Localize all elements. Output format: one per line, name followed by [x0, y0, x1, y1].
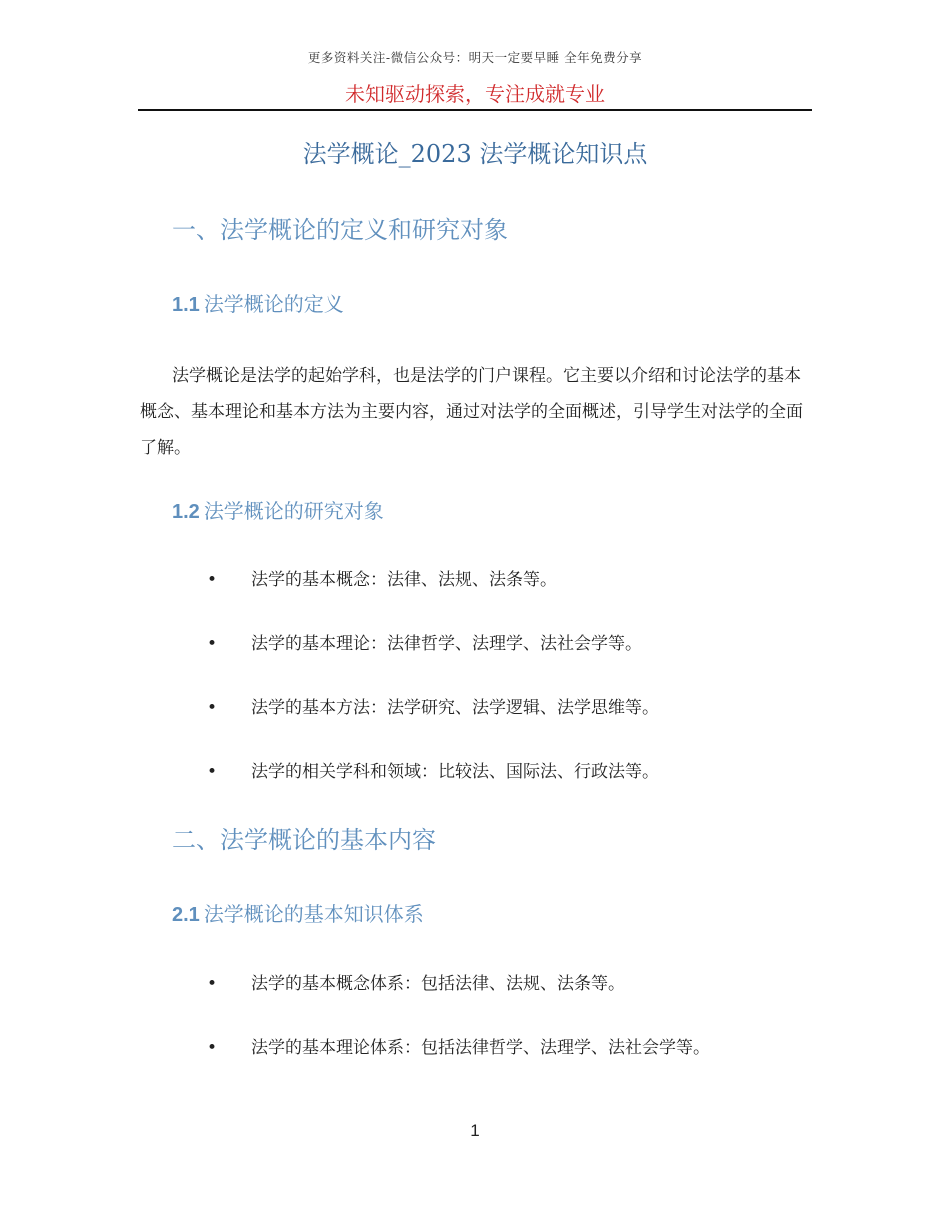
subsection-title: 法学概论的研究对象: [203, 499, 384, 523]
bullet-icon: •: [207, 698, 218, 718]
header-divider: [138, 109, 812, 111]
bullet-icon: •: [207, 1038, 218, 1058]
document-title: 法学概论_2023 法学概论知识点: [302, 140, 648, 168]
list-item: [207, 630, 642, 658]
list-item: [207, 970, 625, 998]
bullet-icon: •: [207, 570, 218, 590]
list-item-text: 法学的基本方法：法学研究、法学逻辑、法学思维等。: [251, 698, 659, 718]
section-1-heading: 一、法学概论的定义和研究对象: [172, 216, 508, 244]
subsection-number: 2.1: [172, 904, 200, 926]
header-slogan: 未知驱动探索，专注成就专业: [345, 82, 605, 106]
subsection-1-2-heading: [172, 495, 384, 524]
subsection-number: 1.1: [172, 294, 200, 316]
page-number: 1: [470, 1121, 480, 1140]
header-note: 更多资料关注-微信公众号：明天一定要早睡 全年免费分享: [307, 50, 643, 65]
list-item-text: 法学的相关学科和领域：比较法、国际法、行政法等。: [251, 762, 659, 782]
section-2-heading: 二、法学概论的基本内容: [172, 826, 436, 854]
bullet-icon: •: [207, 762, 218, 782]
list-item-text: 法学的基本理论体系：包括法律哲学、法理学、法社会学等。: [251, 1038, 710, 1058]
subsection-2-1-heading: [172, 898, 424, 927]
list-item: [207, 1034, 710, 1062]
list-item-text: 法学的基本概念体系：包括法律、法规、法条等。: [251, 974, 625, 994]
bullet-icon: •: [207, 974, 218, 994]
subsection-title: 法学概论的定义: [203, 292, 344, 316]
list-item: [207, 566, 557, 594]
subsection-1-1-heading: [172, 288, 344, 317]
definition-paragraph: 法学概论是法学的起始学科，也是法学的门户课程。它主要以介绍和讨论法学的基本概念、基本理论和基本方法为主要内容，通过对法学的全面概述，引导学生对法学的全面了解。: [140, 366, 803, 458]
bullet-icon: •: [207, 634, 218, 654]
subsection-title: 法学概论的基本知识体系: [203, 902, 424, 926]
list-item: [207, 694, 659, 722]
list-item-text: 法学的基本理论：法律哲学、法理学、法社会学等。: [251, 634, 642, 654]
list-item-text: 法学的基本概念：法律、法规、法条等。: [251, 570, 557, 590]
list-item: [207, 758, 659, 786]
subsection-number: 1.2: [172, 501, 200, 523]
